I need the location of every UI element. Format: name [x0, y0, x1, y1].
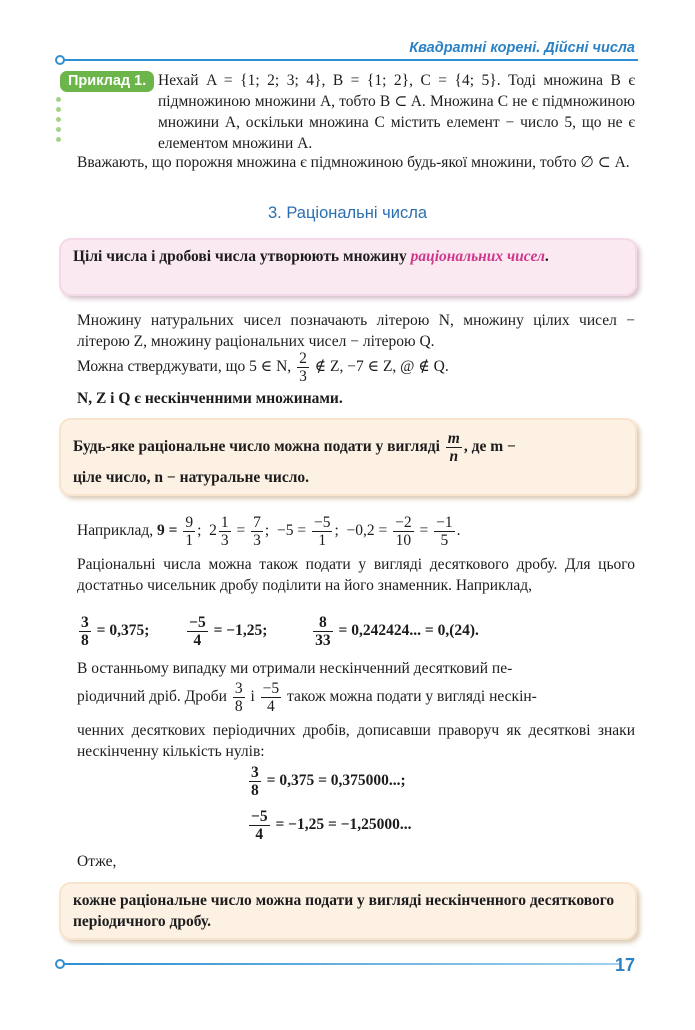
header-rule-dot [55, 55, 65, 65]
therefore-line: Отже, [77, 853, 117, 870]
examples-prefix: Наприклад, [77, 522, 154, 540]
periodic-line1: В останньому випадку ми отримали нескінченний десятковий пе- [77, 660, 513, 677]
membership-fraction: $\frac{2}{3}$ [299, 350, 307, 385]
section-title: 3. Раціональні числа [267, 204, 427, 222]
periodic-line3: ченних десяткових періодичних дробів, дописавши праворуч як десяткові знаки нескінченну кількість нулів: [77, 722, 635, 760]
decimal-fraction-2: $\frac{-5}{4}$ [189, 614, 206, 649]
infinite-sets-line: N, Z і Q є нескінченними множинами. [77, 390, 343, 407]
conclusion-box [59, 882, 637, 940]
periodic-fraction-1: $\frac{3}{8}$ [234, 680, 243, 715]
rational-form-text: Будь-яке раціональне число можна подати у вигляді [73, 438, 440, 456]
rational-form-line2: ціле число, n − натуральне число. [73, 469, 310, 486]
header-rule [60, 59, 638, 61]
footer-rule [60, 963, 620, 965]
decimal-examples: $\frac{3}{8}$ = 0,375; $\frac{-5}{4}$ = −1,25; $\frac{8}{33}$ = 0,242424... = 0,(24). [81, 614, 479, 649]
decimal-intro: Раціональні числа можна також подати у вигляді десяткового дробу. Для цього достатньо чисельник дробу поділити на його знаменник. Наприклад, [77, 556, 635, 594]
membership-prefix: Можна стверджувати, що 5 ∈ N, [77, 358, 292, 376]
membership-suffix: ∉ Z, −7 ∈ Z, @ ∉ Q. [314, 358, 449, 376]
periodic-line2: ріодичний дріб. Дроби $\frac{3}{8}$ і $\frac{-5}{4}$ також можна подати у вигляді нескін- [77, 680, 537, 715]
example-fraction-3: $\frac{7}{3}$ [253, 514, 261, 549]
running-header: Квадратні корені. Дійсні числа [409, 40, 635, 56]
definition-text: Цілі числа і дробові числа утворюють множину [73, 248, 411, 265]
rational-form-tail: , де m − [463, 438, 516, 456]
decimal-fraction-3: $\frac{8}{33}$ [315, 614, 331, 649]
periodic-example-1: $\frac{3}{8}$ = 0,375 = 0,375000...; [251, 764, 406, 799]
page-number: 17 [614, 955, 635, 975]
example-fraction-4: $\frac{-5}{1}$ [313, 514, 331, 549]
periodic-fraction-2: $\frac{-5}{4}$ [262, 680, 280, 715]
example-text: Нехай A = {1; 2; 3; 4}, B = {1; 2}, C = {4; 5}. Тоді множина B є підмножиною множини A, тобто B ⊂ A. Множина C не є підмножиною множини A, оскільки множина C містить елемент − число 5, що не є елементом множини A. [158, 72, 635, 152]
membership-line [77, 350, 635, 385]
notation-paragraph: Множину натуральних чисел позначають літерою N, множину цілих чисел − літерою Z, множину раціональних чисел − літерою Q. [77, 312, 635, 350]
examples-line: Наприклад, 9 = $\frac{9}{1}$ ; 2 $\frac{1}{3}$ = $\frac{7}{3}$ ; −5 = $\frac{-5}{1}$ ; −0,2 = $\frac{-2}{10}$ = $\frac{-1}{5}$ . [77, 514, 461, 549]
periodic-example-2: $\frac{-5}{4}$ = −1,25 = −1,25000... [251, 808, 412, 843]
definition-end: . [544, 248, 549, 265]
conclusion-text: кожне раціональне число можна подати у вигляді нескінченного десяткового періодичного дробу. [73, 892, 615, 930]
example-fraction-1: $\frac{9}{1}$ [185, 514, 194, 549]
rational-form-fraction: $\frac{m}{n}$ [447, 430, 460, 465]
footer-rule-dot [55, 959, 65, 969]
example-text-line1 [158, 70, 635, 154]
example-badge: Приклад 1. [60, 71, 154, 92]
example-fraction-2: $\frac{1}{3}$ [220, 514, 229, 549]
example-fraction-5: $\frac{-2}{10}$ [395, 514, 412, 549]
example-fraction-6: $\frac{-1}{5}$ [436, 514, 453, 549]
definition-term: раціональних чисел [410, 248, 545, 265]
empty-set-note: Вважають, що порожня множина є підмножиною будь-якої множини, тобто ∅ ⊂ A. [77, 154, 630, 171]
definition-box [59, 238, 637, 296]
rational-form-box [59, 418, 637, 496]
example-dots-decoration [56, 97, 62, 147]
decimal-fraction-1: $\frac{3}{8}$ [81, 614, 89, 649]
